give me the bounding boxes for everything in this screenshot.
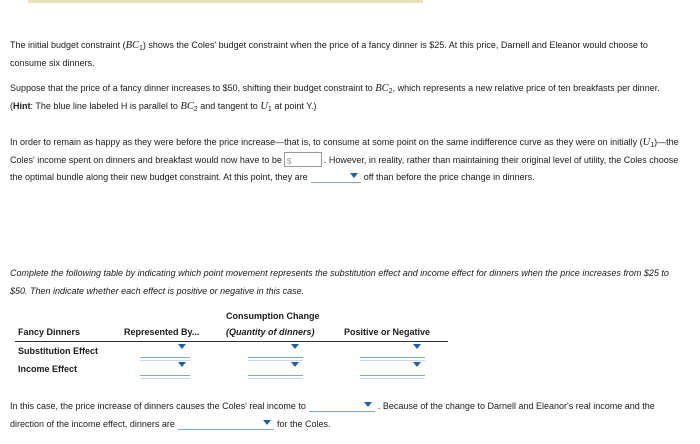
better-worse-dropdown[interactable]	[311, 170, 361, 183]
chevron-down-icon	[178, 362, 186, 367]
text: and tangent to	[197, 100, 261, 111]
math-var: BC	[180, 100, 194, 112]
chevron-down-icon	[291, 362, 299, 367]
text: . However, in reality, rather than maintaining their original level of utility, the Coles choose the optimal bundle along their new budget constraint. At this point, they are	[10, 154, 679, 182]
dropdown-underline	[248, 360, 303, 361]
income-quantity-dropdown[interactable]	[248, 363, 303, 376]
text: Complete the following table by indicating which point movement represents the substitution effect and income effect for dinners when the price increases from $25 to $50. Then indicate whether each effect is positive or negative in this case.	[10, 268, 669, 296]
hint-label: Hint	[13, 100, 31, 111]
chevron-down-icon	[364, 402, 372, 407]
income-sign-dropdown[interactable]	[360, 363, 425, 376]
column-header-fancy-dinners: Fancy Dinners	[18, 327, 81, 337]
math-sub: 1	[650, 142, 655, 149]
dropdown-underline	[140, 360, 190, 361]
dropdown-underline	[140, 378, 190, 379]
dropdown-underline	[248, 378, 303, 379]
paragraph-price-increase	[10, 80, 685, 115]
text: for the Coles.	[276, 418, 331, 429]
math-var: U	[642, 137, 651, 148]
column-header-represented-by: Represented By...	[124, 327, 200, 337]
math-var: BC	[125, 40, 139, 51]
good-type-dropdown[interactable]	[178, 417, 274, 430]
dollar-sign: $	[286, 156, 292, 166]
paragraph-initial-budget	[10, 37, 685, 72]
math-sub: 1	[139, 45, 143, 52]
dropdown-underline	[360, 360, 425, 361]
chevron-down-icon	[263, 420, 271, 425]
table-instructions	[10, 265, 685, 300]
text: , which represents a new relative price of ten breakfasts per dinner. (	[10, 83, 660, 111]
text: The initial budget constraint (	[10, 40, 126, 50]
chevron-down-icon	[413, 344, 421, 349]
chevron-down-icon	[291, 344, 299, 349]
top-divider	[28, 0, 423, 3]
paragraph-compensated-income	[10, 134, 685, 187]
income-input[interactable]	[284, 152, 322, 167]
text: at point Y.)	[271, 100, 317, 111]
text: . Because of the change to Darnell and Eleanor's real income and the direction of the income effect, dinners are	[10, 401, 655, 429]
chevron-down-icon	[350, 173, 358, 178]
column-group-header: Consumption Change	[226, 311, 320, 321]
text: ) shows the Coles' budget constraint when the price of a fancy dinner is $25. At this price, Darnell and Eleanor would choose to consume six dinners.	[10, 40, 648, 68]
text: : The blue line labeled H is parallel to	[30, 100, 181, 111]
substitution-quantity-dropdown[interactable]	[248, 345, 303, 358]
income-represented-dropdown[interactable]	[140, 363, 190, 376]
table-header-rule	[15, 341, 448, 342]
text: Suppose that the price of a fancy dinner increases to $50, shifting their budget constraint to	[10, 83, 376, 93]
text: )—the Coles' income spent on dinners and breakfast would now have to be	[10, 137, 679, 165]
dropdown-underline	[360, 378, 425, 379]
math-sub: 2	[193, 105, 198, 113]
text: off than before the price change in dinners.	[363, 172, 535, 182]
chevron-down-icon	[413, 362, 421, 367]
column-header-positive-negative: Positive or Negative	[344, 327, 431, 337]
row-label-income: Income Effect	[18, 364, 78, 374]
text: In this case, the price increase of dinners causes the Coles' real income to	[10, 401, 306, 411]
substitution-sign-dropdown[interactable]	[360, 345, 425, 358]
column-header-quantity: (Quantity of dinners)	[226, 327, 315, 337]
real-income-dropdown[interactable]	[309, 399, 375, 412]
math-var: BC	[375, 83, 389, 94]
text: In order to remain as happy as they were before the price increase—that is, to consume at some point on the same indifference curve as they were on initially (	[10, 137, 643, 147]
math-sub: 2	[388, 88, 393, 95]
paragraph-real-income	[10, 398, 685, 433]
substitution-represented-dropdown[interactable]	[140, 345, 190, 358]
row-label-substitution: Substitution Effect	[18, 346, 98, 356]
math-sub: 1	[267, 105, 272, 113]
math-var: U	[260, 100, 268, 112]
chevron-down-icon	[178, 344, 186, 349]
